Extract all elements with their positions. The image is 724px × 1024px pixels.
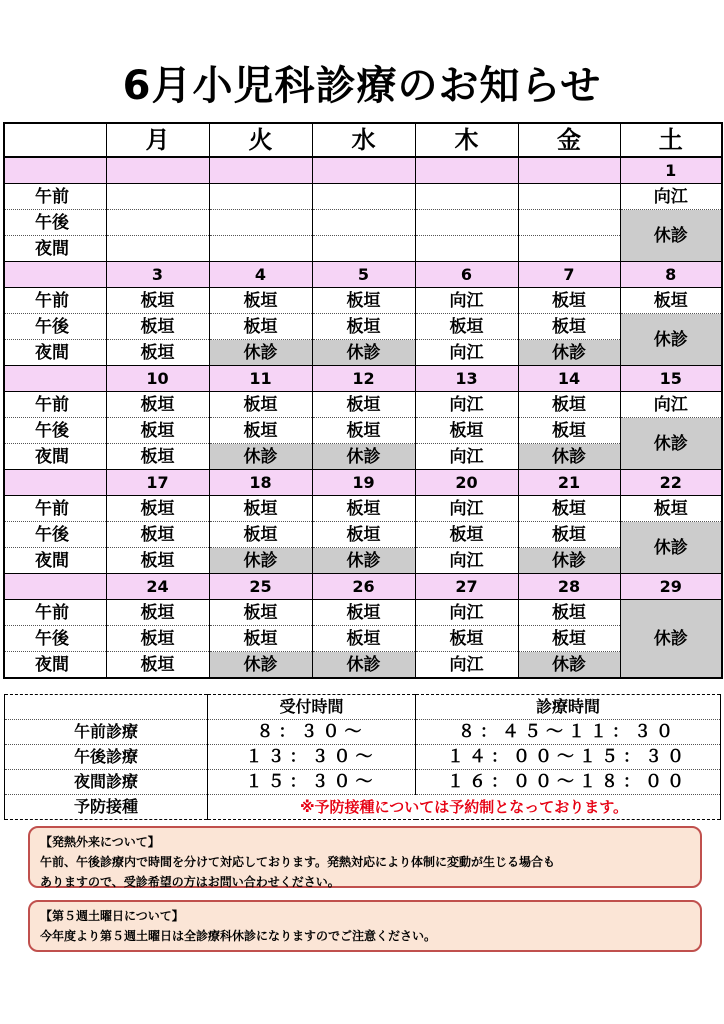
date-row-blank [4, 470, 106, 496]
schedule-cell: 休診 [209, 444, 312, 470]
hours-row [5, 720, 721, 745]
hours-row [5, 770, 721, 795]
schedule-cell [312, 210, 415, 236]
slot-label: 午前 [4, 600, 106, 626]
schedule-cell [415, 184, 518, 210]
schedule-cell: 向江 [415, 392, 518, 418]
schedule-cell [209, 210, 312, 236]
schedule-cell: 向江 [415, 340, 518, 366]
date-row-blank [4, 574, 106, 600]
date-row [4, 157, 722, 184]
schedule-cell: 板垣 [209, 600, 312, 626]
schedule-cell: 休診 [518, 444, 620, 470]
date-cell: 20 [415, 470, 518, 496]
schedule-cell [518, 236, 620, 262]
schedule-cell [415, 210, 518, 236]
notice-line: ありますので、受診希望の方はお問い合わせください。 [40, 875, 340, 889]
schedule-cell: 向江 [415, 288, 518, 314]
vaccine-row [5, 795, 721, 820]
date-cell: 24 [106, 574, 209, 600]
schedule-cell: 休診 [312, 548, 415, 574]
schedule-cell: 板垣 [106, 314, 209, 340]
schedule-cell: 板垣 [620, 288, 722, 314]
schedule-cell: 板垣 [518, 626, 620, 652]
schedule-cell: 板垣 [518, 392, 620, 418]
schedule-cell: 板垣 [209, 522, 312, 548]
date-cell: 5 [312, 262, 415, 288]
hours-header-reception: 受付時間 [208, 695, 416, 720]
slot-label: 午後 [4, 626, 106, 652]
slot-row-am [4, 392, 722, 418]
slot-label: 夜間 [4, 652, 106, 679]
schedule-cell: 板垣 [209, 288, 312, 314]
schedule-cell: 向江 [415, 652, 518, 679]
fifth-saturday-notice [28, 900, 702, 952]
schedule-cell: 板垣 [312, 600, 415, 626]
hours-reception-time: １５：３０～ [208, 770, 416, 795]
schedule-cell [518, 184, 620, 210]
schedule-cell: 板垣 [106, 600, 209, 626]
schedule-cell: 板垣 [312, 522, 415, 548]
schedule-cell: 向江 [415, 600, 518, 626]
schedule-cell: 休診 [518, 652, 620, 679]
saturday-closed-cell: 休診 [620, 418, 722, 470]
weekday-header: 土 [620, 123, 722, 157]
notice-heading: 【発熱外来について】 [40, 835, 160, 849]
schedule-cell: 板垣 [518, 496, 620, 522]
date-cell [106, 157, 209, 184]
schedule-cell [209, 184, 312, 210]
date-cell: 28 [518, 574, 620, 600]
date-cell: 13 [415, 366, 518, 392]
weekday-header-row [4, 123, 722, 157]
schedule-cell: 板垣 [106, 548, 209, 574]
slot-label: 午後 [4, 522, 106, 548]
hours-table [4, 694, 721, 820]
date-row [4, 262, 722, 288]
slot-row-pm [4, 314, 722, 340]
schedule-cell: 板垣 [106, 392, 209, 418]
date-cell: 10 [106, 366, 209, 392]
date-cell: 19 [312, 470, 415, 496]
date-cell: 27 [415, 574, 518, 600]
schedule-cell: 板垣 [209, 418, 312, 444]
slot-label: 午後 [4, 314, 106, 340]
date-cell: 8 [620, 262, 722, 288]
date-row-blank [4, 157, 106, 184]
schedule-cell: 板垣 [312, 418, 415, 444]
date-row-blank [4, 366, 106, 392]
schedule-cell: 板垣 [312, 496, 415, 522]
weekday-header: 水 [312, 123, 415, 157]
schedule-cell: 板垣 [106, 626, 209, 652]
slot-label: 夜間 [4, 548, 106, 574]
schedule-cell [518, 210, 620, 236]
page-title: 6月小児科診療のお知らせ [122, 63, 602, 109]
schedule-cell: 板垣 [209, 626, 312, 652]
hours-header-blank [5, 695, 208, 720]
schedule-cell: 板垣 [415, 314, 518, 340]
date-cell: 17 [106, 470, 209, 496]
schedule-cell: 休診 [518, 548, 620, 574]
date-cell [312, 157, 415, 184]
schedule-cell: 向江 [415, 444, 518, 470]
notice-line: 今年度より第５週土曜日は全診療科休診になりますのでご注意ください。 [40, 929, 437, 943]
hours-session-label: 午前診療 [5, 720, 208, 745]
schedule-cell: 向江 [620, 392, 722, 418]
schedule-cell: 板垣 [518, 522, 620, 548]
schedule-cell [415, 236, 518, 262]
weekday-header: 火 [209, 123, 312, 157]
schedule-cell: 板垣 [312, 288, 415, 314]
hours-consultation-time: １６：００～１８：００ [416, 770, 721, 795]
slot-label: 午前 [4, 184, 106, 210]
schedule-cell: 向江 [415, 548, 518, 574]
date-cell: 26 [312, 574, 415, 600]
hours-consultation-time: １４：００～１５：３０ [416, 745, 721, 770]
slot-row-night [4, 340, 722, 366]
slot-row-night [4, 444, 722, 470]
schedule-cell: 休診 [518, 340, 620, 366]
slot-label: 午前 [4, 288, 106, 314]
schedule-cell: 板垣 [106, 340, 209, 366]
slot-label: 午後 [4, 210, 106, 236]
slot-row-pm [4, 418, 722, 444]
date-cell: 18 [209, 470, 312, 496]
slot-label: 夜間 [4, 444, 106, 470]
saturday-closed-cell: 休診 [620, 600, 722, 679]
date-row [4, 366, 722, 392]
slot-label: 午後 [4, 418, 106, 444]
saturday-closed-cell: 休診 [620, 314, 722, 366]
slot-row-am [4, 600, 722, 626]
date-cell: 3 [106, 262, 209, 288]
slot-label: 午前 [4, 392, 106, 418]
date-cell: 21 [518, 470, 620, 496]
schedule-cell: 板垣 [518, 418, 620, 444]
date-row [4, 574, 722, 600]
schedule-table [3, 122, 723, 679]
vaccine-note: ※予防接種については予約制となっております。 [208, 795, 721, 820]
slot-row-pm [4, 626, 722, 652]
schedule-cell: 向江 [415, 496, 518, 522]
date-row [4, 470, 722, 496]
slot-label: 午前 [4, 496, 106, 522]
schedule-cell: 休診 [209, 548, 312, 574]
date-cell [415, 157, 518, 184]
hours-consultation-time: ８：４５～１１：３０ [416, 720, 721, 745]
schedule-cell: 板垣 [415, 522, 518, 548]
notice-line: 午前、午後診療内で時間を分けて対応しております。発熱対応により体制に変動が生じる場合も [40, 855, 556, 869]
slot-row-pm [4, 210, 722, 236]
date-cell: 12 [312, 366, 415, 392]
slot-row-am [4, 184, 722, 210]
slot-row-night [4, 236, 722, 262]
saturday-closed-cell: 休診 [620, 522, 722, 574]
schedule-cell: 板垣 [415, 626, 518, 652]
date-cell: 15 [620, 366, 722, 392]
schedule-cell: 板垣 [620, 496, 722, 522]
date-cell: 29 [620, 574, 722, 600]
hours-session-label: 午後診療 [5, 745, 208, 770]
schedule-cell: 休診 [209, 652, 312, 679]
date-cell: 11 [209, 366, 312, 392]
schedule-cell [312, 236, 415, 262]
saturday-closed-cell: 休診 [620, 210, 722, 262]
schedule-cell [209, 236, 312, 262]
schedule-cell: 板垣 [106, 444, 209, 470]
schedule-cell: 板垣 [106, 496, 209, 522]
header-blank-cell [4, 123, 106, 157]
slot-label: 夜間 [4, 236, 106, 262]
date-cell: 22 [620, 470, 722, 496]
hours-header-row [5, 695, 721, 720]
hours-row [5, 745, 721, 770]
date-cell [209, 157, 312, 184]
schedule-cell: 休診 [312, 444, 415, 470]
schedule-cell [312, 184, 415, 210]
slot-row-night [4, 652, 722, 679]
date-cell: 7 [518, 262, 620, 288]
schedule-cell: 板垣 [106, 522, 209, 548]
weekday-header: 月 [106, 123, 209, 157]
date-cell: 14 [518, 366, 620, 392]
schedule-cell: 板垣 [518, 288, 620, 314]
schedule-cell: 板垣 [209, 496, 312, 522]
hours-reception-time: １３：３０～ [208, 745, 416, 770]
schedule-cell: 板垣 [312, 626, 415, 652]
fever-clinic-notice [28, 826, 702, 888]
slot-row-am [4, 496, 722, 522]
date-cell: 6 [415, 262, 518, 288]
date-cell: 25 [209, 574, 312, 600]
schedule-cell [106, 210, 209, 236]
slot-row-night [4, 548, 722, 574]
schedule-cell [106, 236, 209, 262]
schedule-cell: 板垣 [415, 418, 518, 444]
date-cell: 4 [209, 262, 312, 288]
schedule-cell: 休診 [312, 340, 415, 366]
schedule-cell: 板垣 [209, 392, 312, 418]
schedule-cell: 板垣 [106, 288, 209, 314]
hours-header-consultation: 診療時間 [416, 695, 721, 720]
schedule-cell: 休診 [209, 340, 312, 366]
schedule-cell: 板垣 [106, 418, 209, 444]
date-cell: 1 [620, 157, 722, 184]
schedule-cell [106, 184, 209, 210]
weekday-header: 木 [415, 123, 518, 157]
slot-row-am [4, 288, 722, 314]
schedule-cell: 板垣 [209, 314, 312, 340]
schedule-cell: 板垣 [312, 314, 415, 340]
hours-reception-time: ８：３０～ [208, 720, 416, 745]
vaccine-label: 予防接種 [5, 795, 208, 820]
notice-heading: 【第５週土曜日について】 [40, 909, 184, 923]
schedule-cell: 休診 [312, 652, 415, 679]
weekday-header: 金 [518, 123, 620, 157]
schedule-cell: 板垣 [518, 314, 620, 340]
slot-label: 夜間 [4, 340, 106, 366]
schedule-cell: 板垣 [312, 392, 415, 418]
schedule-cell: 板垣 [518, 600, 620, 626]
date-row-blank [4, 262, 106, 288]
date-cell [518, 157, 620, 184]
slot-row-pm [4, 522, 722, 548]
hours-session-label: 夜間診療 [5, 770, 208, 795]
schedule-cell: 向江 [620, 184, 722, 210]
schedule-cell: 板垣 [106, 652, 209, 679]
